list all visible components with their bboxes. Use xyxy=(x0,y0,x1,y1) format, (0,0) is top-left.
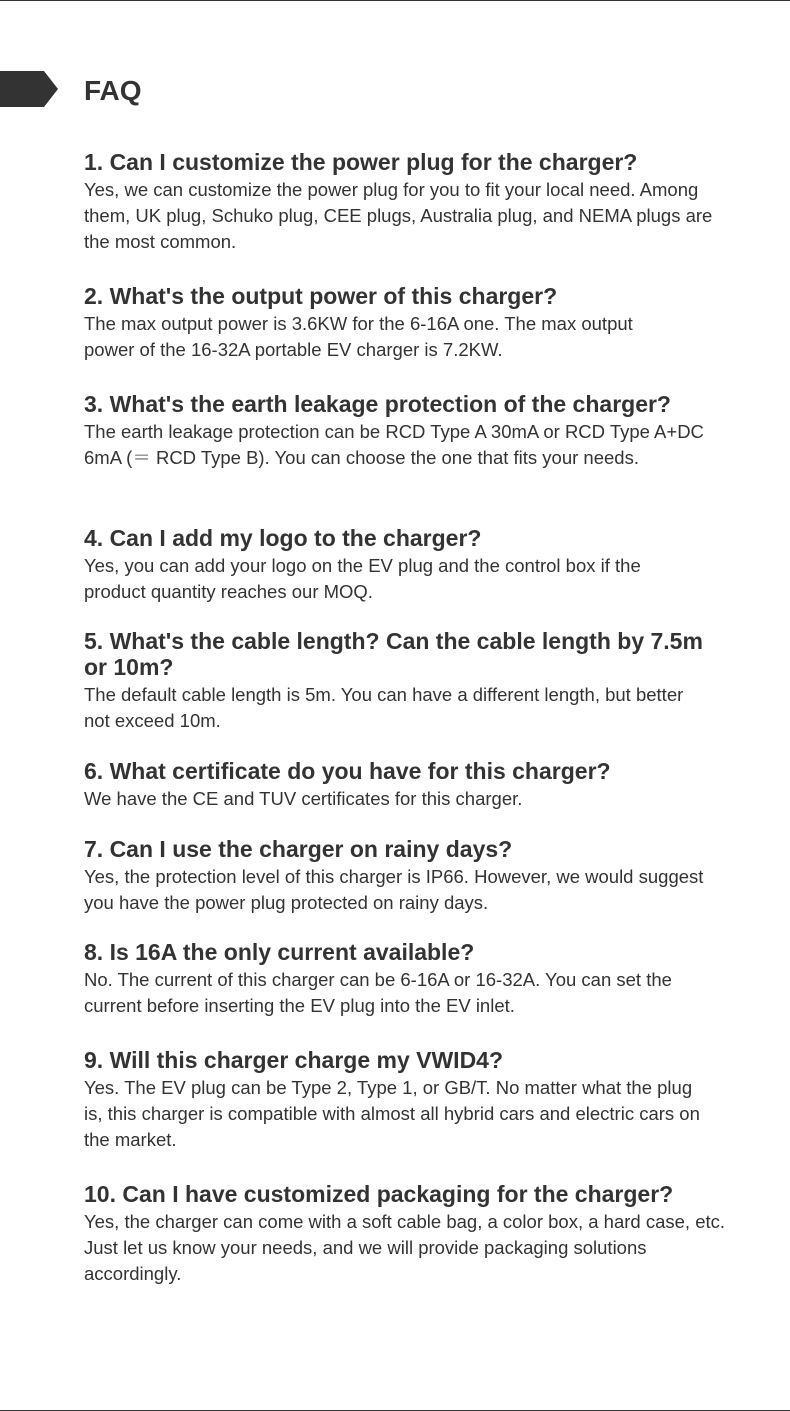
faq-question: 10. Can I have customized packaging for the charger? xyxy=(84,1181,674,1207)
top-divider xyxy=(0,0,790,1)
faq-question: 6. What certificate do you have for this charger? xyxy=(84,758,611,784)
faq-answer: The max output power is 3.6KW for the 6-16A one. The max output power of the 16-32A portable EV charger is 7.2KW. xyxy=(84,313,633,360)
faq-item-4 xyxy=(84,525,704,605)
section-marker-arrow xyxy=(0,71,58,107)
faq-question: 2. What's the output power of this charger? xyxy=(84,283,558,309)
page-title: FAQ xyxy=(84,75,142,106)
faq-answer: Yes, the charger can come with a soft cable bag, a color box, a hard case, etc. Just let us know your needs, and we will provide packaging solutions accordingly. xyxy=(84,1211,726,1284)
faq-question: 9. Will this charger charge my VWID4? xyxy=(84,1047,504,1073)
faq-question: 8. Is 16A the only current available? xyxy=(84,939,475,965)
faq-item-2 xyxy=(84,283,644,363)
faq-item-1 xyxy=(84,149,724,255)
faq-question: 4. Can I add my logo to the charger? xyxy=(84,525,482,551)
faq-item-9 xyxy=(84,1047,714,1153)
faq-answer: Yes, you can add your logo on the EV plug and the control box if the product quantity reaches our MOQ. xyxy=(84,555,641,602)
faq-answer: No. The current of this charger can be 6-16A or 16-32A. You can set the current before inserting the EV plug into the EV inlet. xyxy=(84,969,672,1016)
faq-item-6 xyxy=(84,758,774,812)
faq-question: 5. What's the cable length? Can the cable length by 7.5m or 10m? xyxy=(84,628,703,680)
faq-answer: The default cable length is 5m. You can have a different length, but better not exceed 10m. xyxy=(84,684,684,731)
faq-question: 1. Can I customize the power plug for the charger? xyxy=(84,149,638,175)
faq-item-10 xyxy=(84,1181,744,1287)
faq-item-7 xyxy=(84,836,704,916)
faq-item-5 xyxy=(84,628,704,734)
faq-answer: Yes, the protection level of this charger is IP66. However, we would suggest you have the power plug protected on rainy days. xyxy=(84,866,704,913)
faq-item-3 xyxy=(84,391,724,471)
faq-question: 7. Can I use the charger on rainy days? xyxy=(84,836,513,862)
faq-answer: Yes, we can customize the power plug for you to fit your local need. Among them, UK plug, Schuko plug, CEE plugs, Australia plug, and NEMA plugs are the most common. xyxy=(84,179,713,252)
faq-answer: Yes. The EV plug can be Type 2, Type 1, or GB/T. No matter what the plug is, this charger is compatible with almost all hybrid cars and electric cars on the market. xyxy=(84,1077,700,1150)
faq-item-8 xyxy=(84,939,694,1019)
faq-answer: We have the CE and TUV certificates for this charger. xyxy=(84,788,523,809)
faq-answer: The earth leakage protection can be RCD Type A 30mA or RCD Type A+DC 6mA (＝ RCD Type B). You can choose the one that fits your needs. xyxy=(84,421,704,468)
faq-question: 3. What's the earth leakage protection of the charger? xyxy=(84,391,671,417)
